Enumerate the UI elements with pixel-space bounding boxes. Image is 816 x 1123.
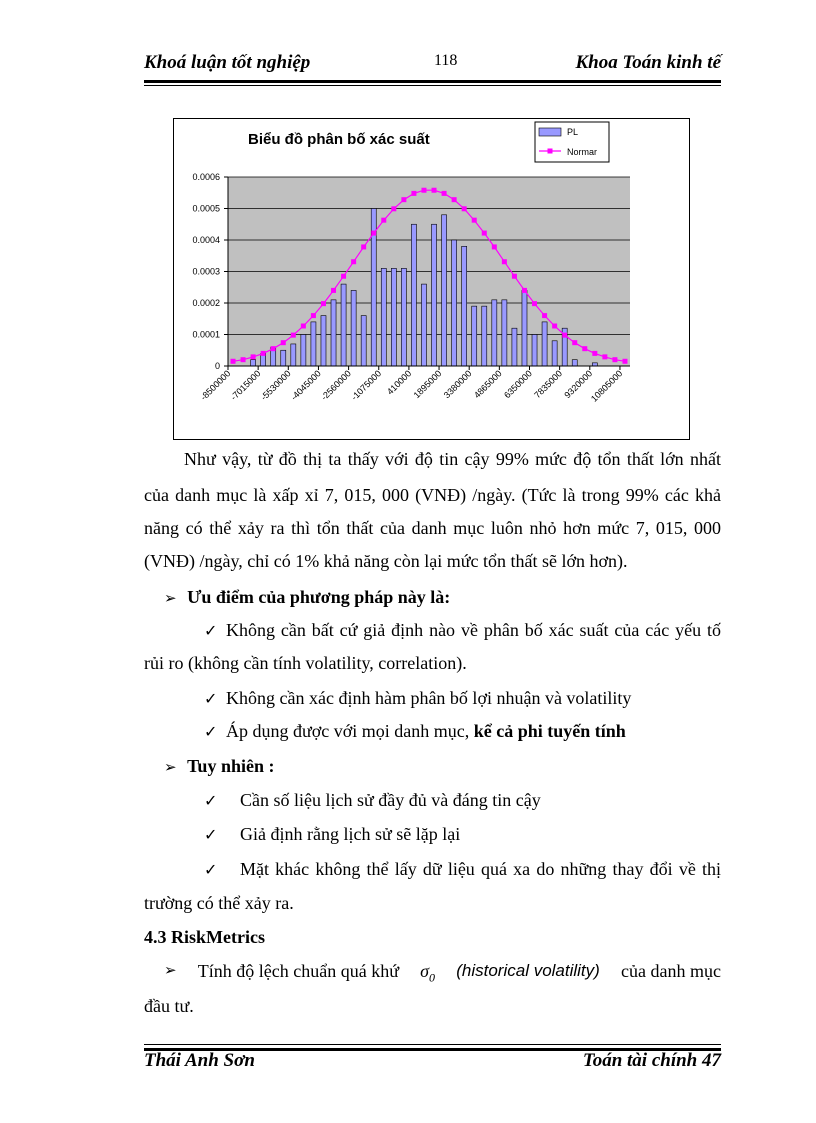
normal-marker [582, 346, 587, 351]
disadvantage-1: ✓ Cần số liệu lịch sử đầy đủ và đáng tin cậy [204, 790, 541, 810]
normal-marker [472, 218, 477, 223]
pl-bar [301, 335, 306, 367]
check-icon: ✓ [204, 722, 218, 741]
normal-marker [231, 359, 236, 364]
disadvantage-3-line1: ✓ Mặt khác không thể lấy dữ liệu quá xa do những thay đổi về thị [204, 859, 721, 879]
normal-marker [482, 231, 487, 236]
para1-line2: của danh mục là xấp xỉ 7, 015, 000 (VNĐ) /ngày. (Tức là trong 99% các khả [144, 485, 721, 505]
probability-distribution-chart [173, 118, 690, 440]
advantages-heading [164, 587, 450, 608]
check-icon: ✓ [204, 621, 218, 640]
pl-bar [331, 300, 336, 366]
normal-marker [492, 244, 497, 249]
normal-marker [421, 188, 426, 193]
normal-marker [311, 313, 316, 318]
x-tick-label: 410000 [384, 368, 414, 397]
header-right: Khoa Toán kinh tế [575, 52, 721, 73]
y-tick-label: 0.0001 [192, 329, 220, 340]
normal-marker [552, 323, 557, 328]
pl-bar [512, 328, 517, 366]
pl-bar [542, 322, 547, 366]
normal-marker [592, 351, 597, 356]
y-tick-label: 0.0004 [192, 235, 220, 245]
pl-bar [341, 284, 346, 366]
normal-marker [361, 244, 366, 249]
pl-bar [462, 246, 467, 366]
normal-marker [391, 206, 396, 211]
arrow-bullet-icon: ➢ [164, 758, 177, 776]
footer-right: Toán tài chính 47 [582, 1050, 721, 1071]
pl-bar [492, 300, 497, 366]
x-tick-label: -1075000 [349, 368, 384, 403]
normal-marker [542, 313, 547, 318]
footer-left: Thái Anh Sơn [144, 1050, 255, 1071]
section-heading: 4.3 RiskMetrics [144, 927, 265, 947]
normal-marker [331, 288, 336, 293]
pl-bar [281, 350, 286, 366]
x-tick-label: -4045000 [288, 368, 323, 403]
pl-bar [472, 306, 477, 366]
y-tick-label: 0.0002 [192, 298, 220, 308]
normal-marker [301, 323, 306, 328]
pl-bar [552, 341, 557, 366]
page-footer [144, 1048, 721, 1076]
normal-marker [562, 333, 567, 338]
normal-marker [532, 301, 537, 306]
advantage-3: ✓ Áp dụng được với mọi danh mục, kể cả phi tuyến tính [204, 721, 626, 741]
pl-bar [452, 240, 457, 366]
normal-marker [522, 288, 527, 293]
pl-bar [311, 322, 316, 366]
arrow-bullet-icon: ➢ [164, 589, 177, 607]
normal-marker [572, 340, 577, 345]
pl-bar [482, 306, 487, 366]
header-left: Khoá luận tốt nghiệp [144, 52, 311, 73]
pl-bar [502, 300, 507, 366]
check-icon: ✓ [204, 791, 218, 810]
normal-marker [401, 197, 406, 202]
page-header [144, 50, 721, 80]
check-icon: ✓ [204, 689, 218, 708]
pl-bar [291, 344, 296, 366]
y-tick-label: 0 [214, 361, 220, 371]
normal-marker [261, 351, 266, 356]
pl-bar [321, 316, 326, 366]
para1-line1: Như vậy, từ đồ thị ta thấy với độ tin cậy 99% mức độ tổn thất lớn nhất [184, 449, 721, 469]
check-icon: ✓ [204, 860, 218, 879]
pl-bar [411, 224, 416, 366]
legend-normal-label: Normar [567, 147, 598, 157]
normal-marker [432, 188, 437, 193]
advantage-1-line2: rủi ro (không cần tính volatility, correlation). [144, 653, 467, 673]
normal-marker [411, 191, 416, 196]
normal-marker [502, 259, 507, 264]
header-rule-thick [144, 80, 721, 83]
x-tick-label: 9320000 [562, 368, 595, 401]
legend-pl-label: PL [567, 127, 579, 137]
riskmetrics-line2: đầu tư. [144, 996, 194, 1016]
x-tick-label: 4865000 [471, 368, 504, 401]
pl-bar [391, 268, 396, 366]
normal-marker [612, 357, 617, 362]
pl-bar [432, 224, 437, 366]
normal-marker [291, 333, 296, 338]
normal-marker [452, 197, 457, 202]
para1-line4: (VNĐ) /ngày, chỉ có 1% khả năng còn lại mức tổn thất sẽ lớn hơn). [144, 551, 628, 571]
normal-marker [602, 354, 607, 359]
normal-marker [341, 274, 346, 279]
x-tick-label: -7015000 [228, 368, 263, 403]
normal-marker [622, 359, 627, 364]
x-tick-label: 3380000 [441, 368, 474, 401]
disadvantage-3-line2: trường có thể xảy ra. [144, 893, 294, 913]
y-tick-label: 0.0005 [192, 203, 220, 214]
normal-marker [442, 191, 447, 196]
riskmetrics-line1: ➢ Tính độ lệch chuẩn quá khứ $\sigma_0$ (historical volatility) của danh mục [164, 961, 721, 985]
page-number: 118 [434, 52, 458, 69]
legend-pl-swatch [539, 128, 561, 136]
normal-marker [512, 274, 517, 279]
y-tick-label: 0.0003 [192, 266, 220, 277]
pl-bar [442, 215, 447, 366]
pl-bar [572, 360, 577, 366]
sigma-symbol: $\sigma_0$ [420, 961, 436, 985]
pl-bar [381, 268, 386, 366]
pl-bar [532, 335, 537, 367]
pl-bar [361, 316, 366, 366]
x-tick-label: -8500000 [198, 368, 233, 403]
chart-title: Biểu đồ phân bố xác suất [248, 131, 430, 148]
normal-marker [251, 354, 256, 359]
disadvantages-heading-text: Tuy nhiên : [187, 756, 275, 776]
normal-marker [241, 357, 246, 362]
x-tick-label: 7835000 [532, 368, 565, 401]
legend-normal-marker [548, 149, 553, 154]
normal-marker [281, 340, 286, 345]
footer-rule-thin [144, 1044, 721, 1045]
normal-marker [462, 206, 467, 211]
normal-marker [321, 301, 326, 306]
arrow-bullet-icon: ➢ [164, 961, 177, 979]
disadvantages-heading [164, 756, 274, 777]
x-tick-label: 6350000 [502, 368, 534, 401]
pl-bar [351, 290, 356, 366]
pl-bar [401, 268, 406, 366]
normal-marker [271, 346, 276, 351]
header-rule-thin [144, 85, 721, 86]
pl-bar [421, 284, 426, 366]
x-tick-label: -5530000 [258, 368, 293, 403]
check-icon: ✓ [204, 825, 218, 844]
x-tick-label: -2560000 [319, 368, 354, 403]
advantages-heading-text: Ưu điểm của phương pháp này là: [187, 587, 451, 607]
x-tick-label: 1895000 [411, 368, 444, 401]
pl-bar [251, 360, 256, 366]
disadvantage-2: ✓ Giả định rằng lịch sử sẽ lặp lại [204, 824, 461, 844]
x-tick-label: 10805000 [588, 368, 625, 404]
chart-legend [535, 122, 609, 162]
normal-marker [381, 218, 386, 223]
normal-marker [371, 231, 376, 236]
para1-line3: năng có thể xảy ra thì tổn thất của danh mục luôn nhỏ hơn mức 7, 015, 000 [144, 518, 721, 538]
normal-marker [351, 259, 356, 264]
y-tick-label: 0.0006 [192, 172, 220, 182]
pl-bar [522, 290, 527, 366]
advantage-1-line1: ✓ Không cần bất cứ giả định nào về phân bố xác suất của các yếu tố [204, 620, 721, 640]
advantage-2: ✓ Không cần xác định hàm phân bố lợi nhuận và volatility [204, 688, 632, 708]
